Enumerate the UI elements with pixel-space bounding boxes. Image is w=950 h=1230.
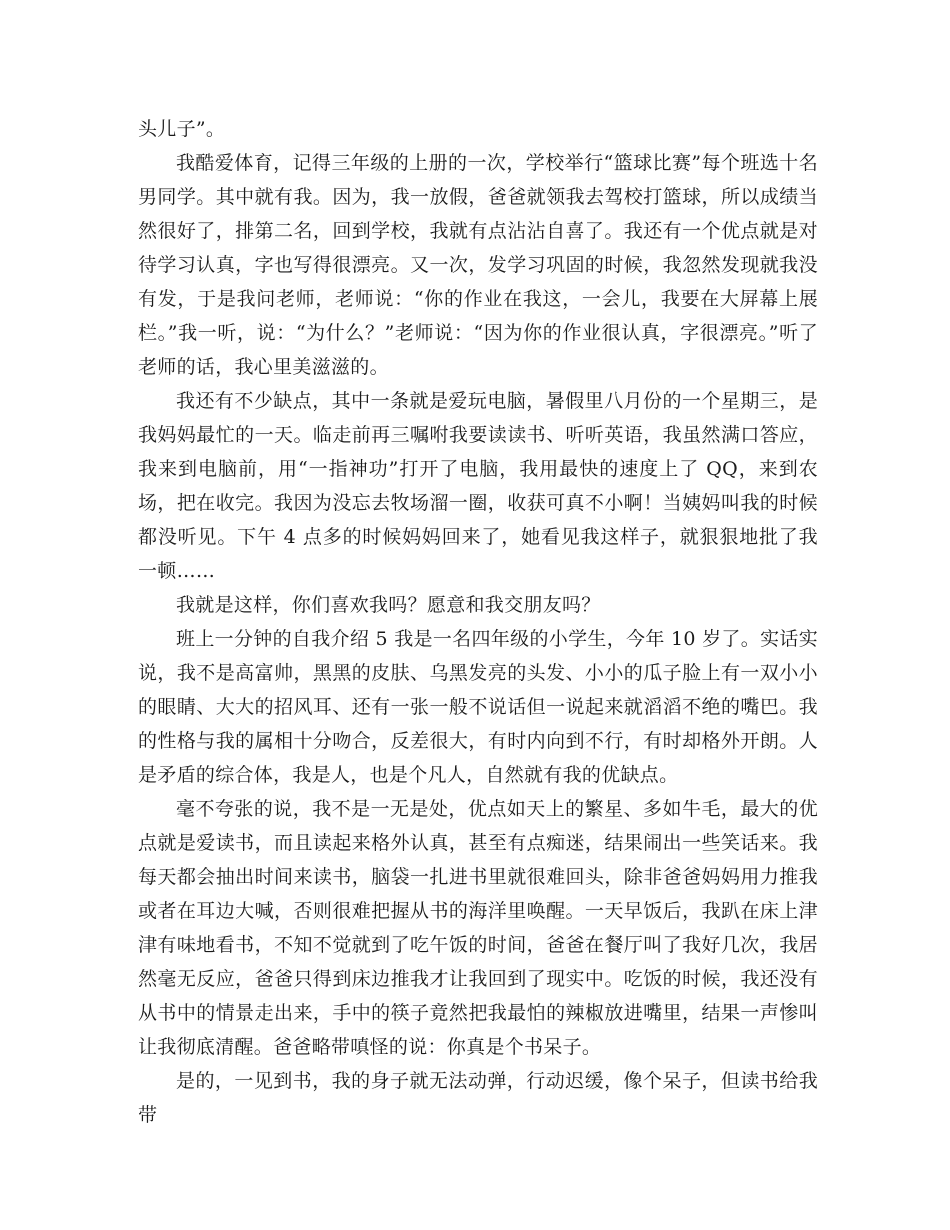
document-body bbox=[138, 112, 818, 1132]
paragraph-4: 我就是这样，你们喜欢我吗？愿意和我交朋友吗？ bbox=[176, 594, 601, 616]
paragraph-6: 毫不夸张的说，我不是一无是处，优点如天上的繁星、多如牛毛，最大的优点就是爱读书，而且读起来格外认真，甚至有点痴迷，结果闹出一些笑话来。我每天都会抽出时间来读书，脑袋一扎进书里就很难回头，除非爸爸妈妈用力推我或者在耳边大喊，否则很难把握从书的海洋里唤醒。一天早饭后，我趴在床上津津有味地看书，不知不觉就到了吃午饭的时间，爸爸在餐厅叫了我好几次，我居然毫无反应，爸爸只得到床边推我才让我回到了现实中。吃饭的时候，我还没有从书中的情景走出来，手中的筷子竟然把我最怕的辣椒放进嘴里，结果一声惨叫让我彻底清醒。爸爸略带嗔怪的说：你真是个书呆子。 bbox=[138, 798, 818, 1058]
paragraph-2: 我酷爱体育，记得三年级的上册的一次，学校举行“篮球比赛”每个班选十名男同学。其中就有我。因为，我一放假，爸爸就领我去驾校打篮球，所以成绩当然很好了，排第二名，回到学校，我就有点沾沾自喜了。我还有一个优点就是对待学习认真，字也写得很漂亮。又一次，发学习巩固的时候，我忽然发现就我没有发，于是我问老师，老师说：“你的作业在我这，一会儿，我要在大屏幕上展栏。”我一听，说：“为什么？”老师说：“因为你的作业很认真，字很漂亮。”听了老师的话，我心里美滋滋的。 bbox=[138, 152, 818, 378]
paragraph-5: 班上一分钟的自我介绍 5 我是一名四年级的小学生，今年 10 岁了。实话实说，我不是高富帅，黑黑的皮肤、乌黑发亮的头发、小小的瓜子脸上有一双小小的眼睛、大大的招风耳、还有一张一般不说话但一说起来就滔滔不绝的嘴巴。我的性格与我的属相十分吻合，反差很大，有时内向到不行，有时却格外开朗。人是矛盾的综合体，我是人，也是个凡人，自然就有我的优缺点。 bbox=[138, 628, 818, 786]
paragraph-1: 头儿子”。 bbox=[138, 118, 226, 140]
paragraph-3: 我还有不少缺点，其中一条就是爱玩电脑，暑假里八月份的一个星期三，是我妈妈最忙的一天。临走前再三嘱咐我要读读书、听听英语，我虽然满口答应，我来到电脑前，用“一指神功”打开了电脑，我用最快的速度上了 QQ，来到农场，把在收完。我因为没忘去牧场溜一圈，收获可真不小啊！当姨妈叫我的时候都没听见。下午 4 点多的时候妈妈回来了，她看见我这样子，就狠狠地批了我一顿…… bbox=[138, 390, 818, 582]
paragraph-7: 是的，一见到书，我的身子就无法动弹，行动迟缓，像个呆子，但读书给我带 bbox=[138, 1070, 818, 1126]
